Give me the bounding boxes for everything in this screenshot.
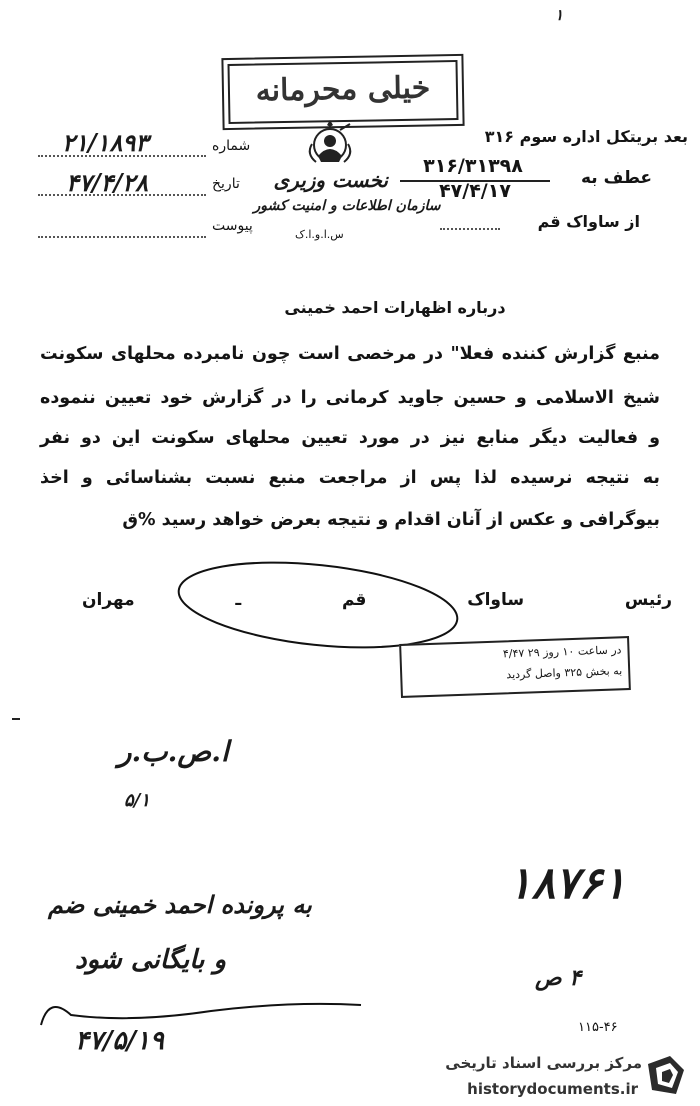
filing-signature-stroke [36, 980, 366, 1030]
recipient-line: بعد بریتکل اداره سوم ۳۱۶ [484, 127, 688, 146]
lion-and-sun-emblem [300, 118, 360, 170]
receipt-stamp-line-2: به بخش ۳۲۵ واصل گردید [506, 664, 623, 682]
history-center-logo [640, 1050, 690, 1100]
handwritten-filing-line-1: به پرونده احمد خمینی ضم [48, 890, 312, 919]
handwritten-filing-line-2: و بایگانی شود [75, 945, 227, 975]
page-mark: ۱ [555, 6, 564, 24]
organization-title: سازمان اطلاعات و امنیت کشور [253, 198, 441, 214]
handwritten-date: ۴۷/۵/۱۹ [75, 1026, 164, 1056]
handwritten-note-top: ا.ص.ب.ر [118, 735, 229, 768]
stamp-text: خیلی محرمانه [255, 70, 431, 109]
ministry-title: نخست وزیری [273, 168, 388, 192]
signature-line: رئیس ساواک قم ـ مهران [82, 590, 672, 610]
body-line-2: شیخ الاسلامی و حسین جاوید کرمانی را در گزارش خود تعیین ننموده [40, 388, 660, 408]
from-line [440, 228, 500, 230]
receipt-stamp-line-1: در ساعت ۱۰ روز ۲۹ ۴/۴۷ [502, 643, 622, 661]
attachment-line [38, 236, 206, 238]
ref-date: ۴۷/۴/۱۷ [439, 180, 511, 202]
ref-number: ۳۱۶/۳۱۳۹۸ [423, 155, 523, 177]
body-line-1: منبع گزارش کننده فعلا" در مرخصی است چون نامبرده محلهای سکونت [40, 344, 660, 364]
org-code: س.ا.و.ا.ک [295, 228, 344, 241]
number-value: ۲۱/۱۸۹۳ [62, 128, 149, 157]
handwritten-note-small: ۵/۱ [124, 790, 150, 811]
body-line-4: به نتیجه نرسیده لذا پس از مراجعت منبع نسبت بشناسائی و اخذ [40, 468, 660, 488]
margin-mark [12, 718, 20, 720]
footer-website: historydocuments.ir [467, 1080, 638, 1098]
body-line-5: بیوگرافی و عکس از آنان اقدام و نتیجه بعرض خواهد رسید %ق [122, 510, 660, 530]
footer-center-name: مرکز بررسی اسناد تاریخی [445, 1054, 642, 1072]
archive-code: ۱۱۵-۴۶ [578, 1020, 618, 1035]
from-label: از ساواک قم [537, 212, 640, 231]
ref-label: عطف به [580, 168, 652, 188]
subject-line: درباره اظهارات احمد خمینی [284, 298, 506, 317]
receipt-stamp [399, 636, 631, 698]
body-line-3: و فعالیت دیگر منابع نیز در مورد تعیین محلهای سکونت این دو نفر [40, 428, 660, 448]
attachment-label: پیوست [212, 218, 253, 234]
number-label: شماره [212, 138, 251, 154]
handwritten-file-number: ۱۸۷۶۱ [508, 858, 627, 909]
handwritten-initials: ۴ ص [535, 965, 582, 991]
date-value: ۴۷/۴/۲۸ [66, 168, 148, 197]
date-label: تاریخ [212, 176, 240, 192]
